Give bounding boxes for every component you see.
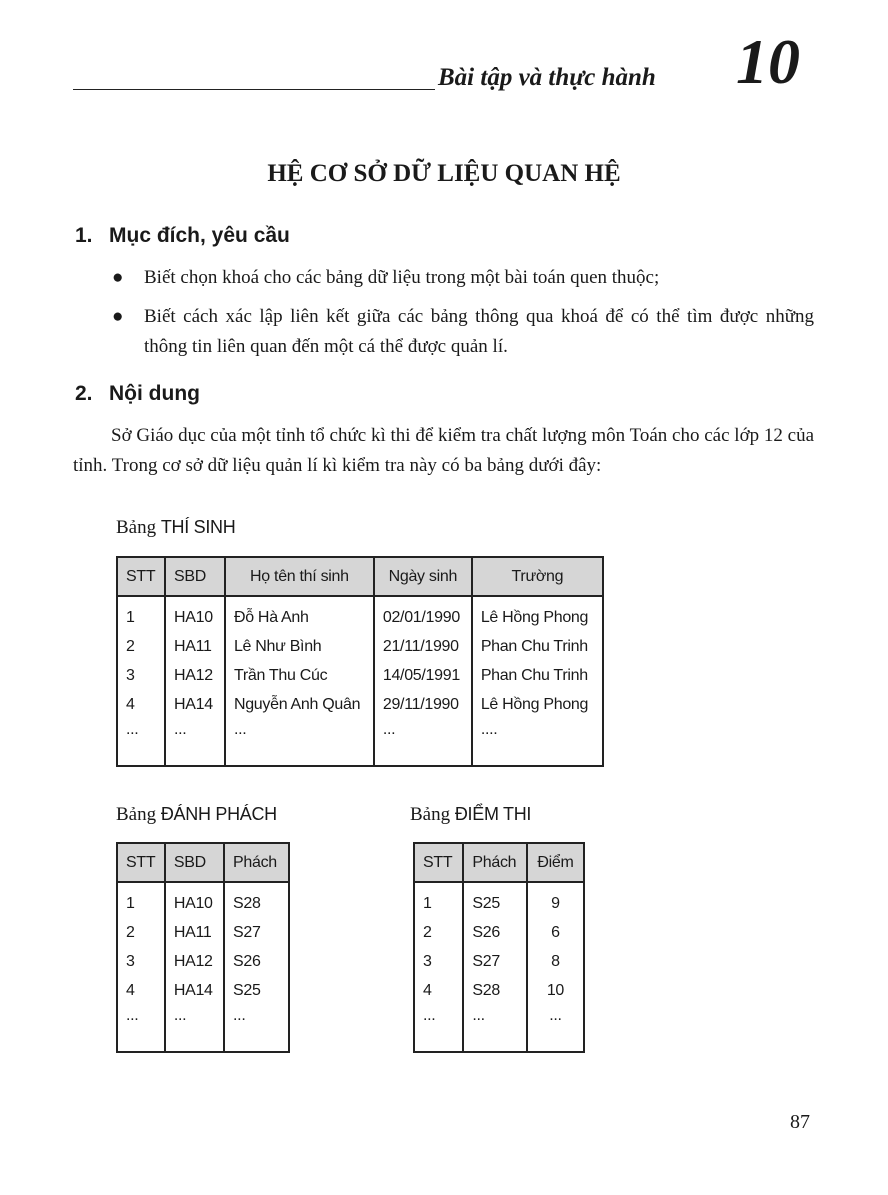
cell: .... — [472, 719, 603, 766]
bullet-text: Biết chọn khoá cho các bảng dữ liệu trong một bài toán quen thuộc; — [144, 267, 660, 288]
table-row — [117, 661, 603, 690]
table-row — [414, 976, 584, 1005]
cell: Nguyễn Anh Quân — [225, 690, 374, 719]
header-text: Bài tập và thực hành — [438, 64, 656, 91]
cell: HA12 — [165, 947, 224, 976]
bullet-dot-icon: ● — [112, 267, 124, 288]
caption-prefix: Bảng — [116, 804, 157, 825]
cell: HA10 — [165, 882, 224, 918]
lesson-number: 10 — [736, 26, 800, 97]
table-row — [117, 719, 603, 766]
table-header-row — [117, 557, 603, 596]
cell: 1 — [414, 882, 463, 918]
cell: 29/11/1990 — [374, 690, 472, 719]
section-1-heading — [75, 224, 290, 248]
table-thi-sinh — [116, 556, 604, 767]
column-header: Điểm — [527, 843, 584, 882]
column-header: STT — [117, 843, 165, 882]
caption-prefix: Bảng — [410, 804, 451, 825]
caption-name: ĐIỂM THI — [454, 804, 532, 824]
cell: Trần Thu Cúc — [225, 661, 374, 690]
header-rule — [73, 89, 435, 90]
table-row — [414, 882, 584, 918]
cell: S28 — [224, 882, 289, 918]
caption-name: ĐÁNH PHÁCH — [160, 804, 277, 824]
table-row — [414, 918, 584, 947]
caption-danh-phach — [116, 804, 277, 826]
cell: HA11 — [165, 632, 225, 661]
cell: 2 — [414, 918, 463, 947]
section-1-title: Mục đích, yêu cầu — [109, 224, 290, 247]
section-2-number: 2. — [75, 382, 93, 405]
cell: 8 — [527, 947, 584, 976]
section-2-heading — [75, 382, 200, 406]
bullet-text: Biết cách xác lập liên kết giữa các bảng thông qua khoá để có thể tìm được những thông tin liên quan đến một cá thể được quản lí. — [144, 306, 814, 357]
table-row — [117, 976, 289, 1005]
cell: HA11 — [165, 918, 224, 947]
cell: Lê Hồng Phong — [472, 690, 603, 719]
column-header: SBD — [165, 843, 224, 882]
cell: 9 — [527, 882, 584, 918]
cell: S27 — [463, 947, 527, 976]
cell: ... — [374, 719, 472, 766]
table-row — [117, 882, 289, 918]
cell: ... — [165, 719, 225, 766]
column-header: STT — [414, 843, 463, 882]
section-2-paragraph: Sở Giáo dục của một tỉnh tổ chức kì thi để kiểm tra chất lượng môn Toán cho các lớp 12 của tỉnh. Trong cơ sở dữ liệu quản lí kì kiểm tra này có ba bảng dưới đây: — [73, 425, 814, 476]
cell: 3 — [414, 947, 463, 976]
cell: 4 — [117, 690, 165, 719]
section-2-title: Nội dung — [109, 382, 200, 405]
cell: 6 — [527, 918, 584, 947]
column-header: Trường — [472, 557, 603, 596]
cell: S26 — [463, 918, 527, 947]
table-row — [414, 1005, 584, 1052]
cell: Phan Chu Trinh — [472, 632, 603, 661]
cell: HA10 — [165, 596, 225, 632]
table-diem-thi — [413, 842, 585, 1053]
table-row — [117, 918, 289, 947]
cell: Đỗ Hà Anh — [225, 596, 374, 632]
cell: ... — [527, 1005, 584, 1052]
cell: 3 — [117, 661, 165, 690]
cell: 2 — [117, 632, 165, 661]
table-header-row — [414, 843, 584, 882]
table-row — [117, 1005, 289, 1052]
table-row — [117, 947, 289, 976]
page-title: HỆ CƠ SỞ DỮ LIỆU QUAN HỆ — [267, 160, 621, 187]
cell: ... — [117, 1005, 165, 1052]
cell: S25 — [463, 882, 527, 918]
cell: 4 — [117, 976, 165, 1005]
bullet-item — [112, 263, 814, 293]
cell: 3 — [117, 947, 165, 976]
cell: S27 — [224, 918, 289, 947]
column-header: STT — [117, 557, 165, 596]
column-header: Phách — [224, 843, 289, 882]
table-row — [414, 947, 584, 976]
table-danh-phach — [116, 842, 290, 1053]
column-header: Phách — [463, 843, 527, 882]
bullet-dot-icon: ● — [112, 306, 124, 327]
cell: Lê Như Bình — [225, 632, 374, 661]
table-row — [117, 690, 603, 719]
cell: 4 — [414, 976, 463, 1005]
cell: HA14 — [165, 690, 225, 719]
column-header: SBD — [165, 557, 225, 596]
cell: ... — [117, 719, 165, 766]
cell: S26 — [224, 947, 289, 976]
cell: HA12 — [165, 661, 225, 690]
caption-name: THÍ SINH — [160, 517, 236, 537]
caption-thi-sinh — [116, 517, 235, 539]
table-header-row — [117, 843, 289, 882]
cell: ... — [414, 1005, 463, 1052]
bullet-item — [112, 302, 814, 362]
cell: Lê Hồng Phong — [472, 596, 603, 632]
cell: ... — [165, 1005, 224, 1052]
section-1-number: 1. — [75, 224, 93, 247]
caption-diem-thi — [410, 804, 531, 826]
cell: 1 — [117, 882, 165, 918]
cell: HA14 — [165, 976, 224, 1005]
table-row — [117, 596, 603, 632]
cell: 14/05/1991 — [374, 661, 472, 690]
cell: 2 — [117, 918, 165, 947]
column-header: Ngày sinh — [374, 557, 472, 596]
table-row — [117, 632, 603, 661]
cell: ... — [463, 1005, 527, 1052]
cell: 21/11/1990 — [374, 632, 472, 661]
caption-prefix: Bảng — [116, 517, 157, 538]
page-number: 87 — [790, 1111, 810, 1133]
cell: Phan Chu Trinh — [472, 661, 603, 690]
cell: 02/01/1990 — [374, 596, 472, 632]
cell: ... — [225, 719, 374, 766]
cell: 1 — [117, 596, 165, 632]
cell: 10 — [527, 976, 584, 1005]
cell: S28 — [463, 976, 527, 1005]
cell: ... — [224, 1005, 289, 1052]
column-header: Họ tên thí sinh — [225, 557, 374, 596]
cell: S25 — [224, 976, 289, 1005]
